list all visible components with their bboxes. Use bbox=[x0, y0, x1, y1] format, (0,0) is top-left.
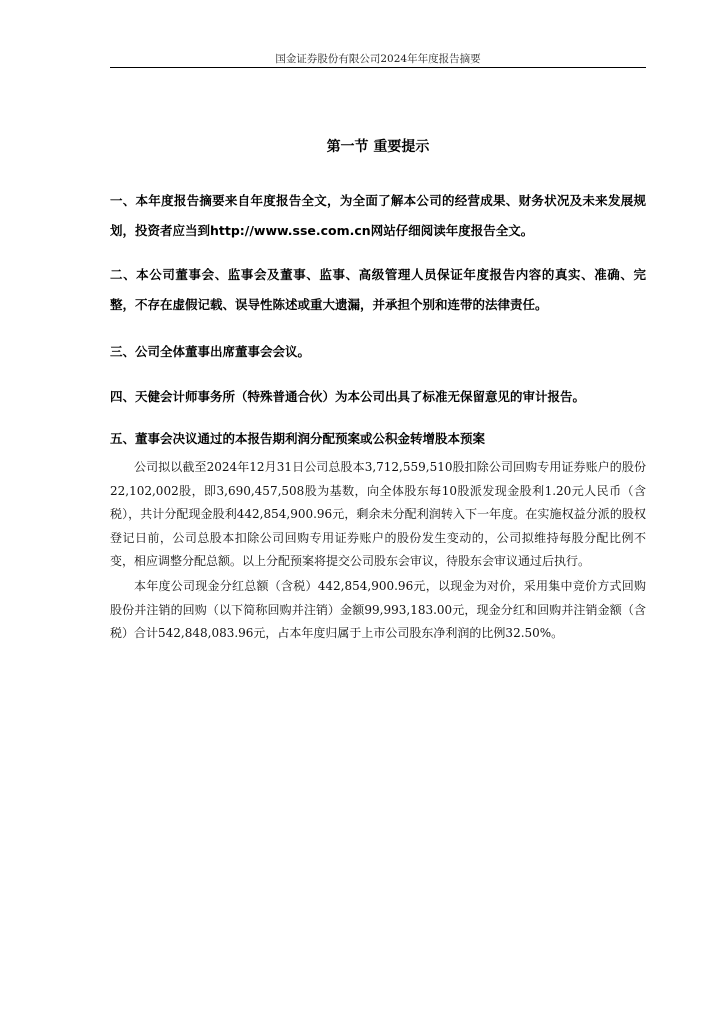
dividend-plan-paragraph: 公司拟以截至2024年12月31日公司总股本3,712,559,510股扣除公司回购专用证券账户的股份22,102,002股，即3,690,457,508股为基数，向全体股东每10股派发现金股利1.20元人民币（含税），共计分配现金股利442,854,900.96元，剩余未分配利润转入下一年度。在实施权益分派的股权登记日前，公司总股本扣除公司回购专用证券账户的股份发生变动的，公司拟维持每股分配比例不变，相应调整分配总额。以上分配预案将提交公司股东会审议，待股东会审议通过后执行。 bbox=[110, 460, 646, 569]
notice-item-3: 三、公司全体董事出席董事会会议。 bbox=[110, 344, 311, 359]
page-header-title: 国金证券股份有限公司2024年年度报告摘要 bbox=[275, 53, 481, 65]
notice-item-2: 二、本公司董事会、监事会及董事、监事、高级管理人员保证年度报告内容的真实、准确、完整，不存在虚假记载、误导性陈述或重大遗漏，并承担个别和连带的法律责任。 bbox=[110, 267, 646, 312]
notice-item-4: 四、天健会计师事务所（特殊普通合伙）为本公司出具了标准无保留意见的审计报告。 bbox=[110, 389, 586, 404]
cash-dividend-total-paragraph: 本年度公司现金分红总额（含税）442,854,900.96元，以现金为对价，采用集中竞价方式回购股份并注销的回购（以下简称回购并注销）金额99,993,183.00元，现金分红和回购并注销金额（含税）合计542,848,083.96元，占本年度归属于上市公司股东净利润的比例32.50%。 bbox=[110, 579, 646, 641]
section-title: 第一节 重要提示 bbox=[326, 139, 430, 155]
header-divider bbox=[110, 67, 646, 68]
notice-item-1: 一、本年度报告摘要来自年度报告全文，为全面了解本公司的经营成果、财务状况及未来发展规划，投资者应当到http://www.sse.com.cn网站仔细阅读年度报告全文。 bbox=[110, 193, 646, 238]
notice-item-5: 五、董事会决议通过的本报告期利润分配预案或公积金转增股本预案 bbox=[110, 431, 486, 446]
